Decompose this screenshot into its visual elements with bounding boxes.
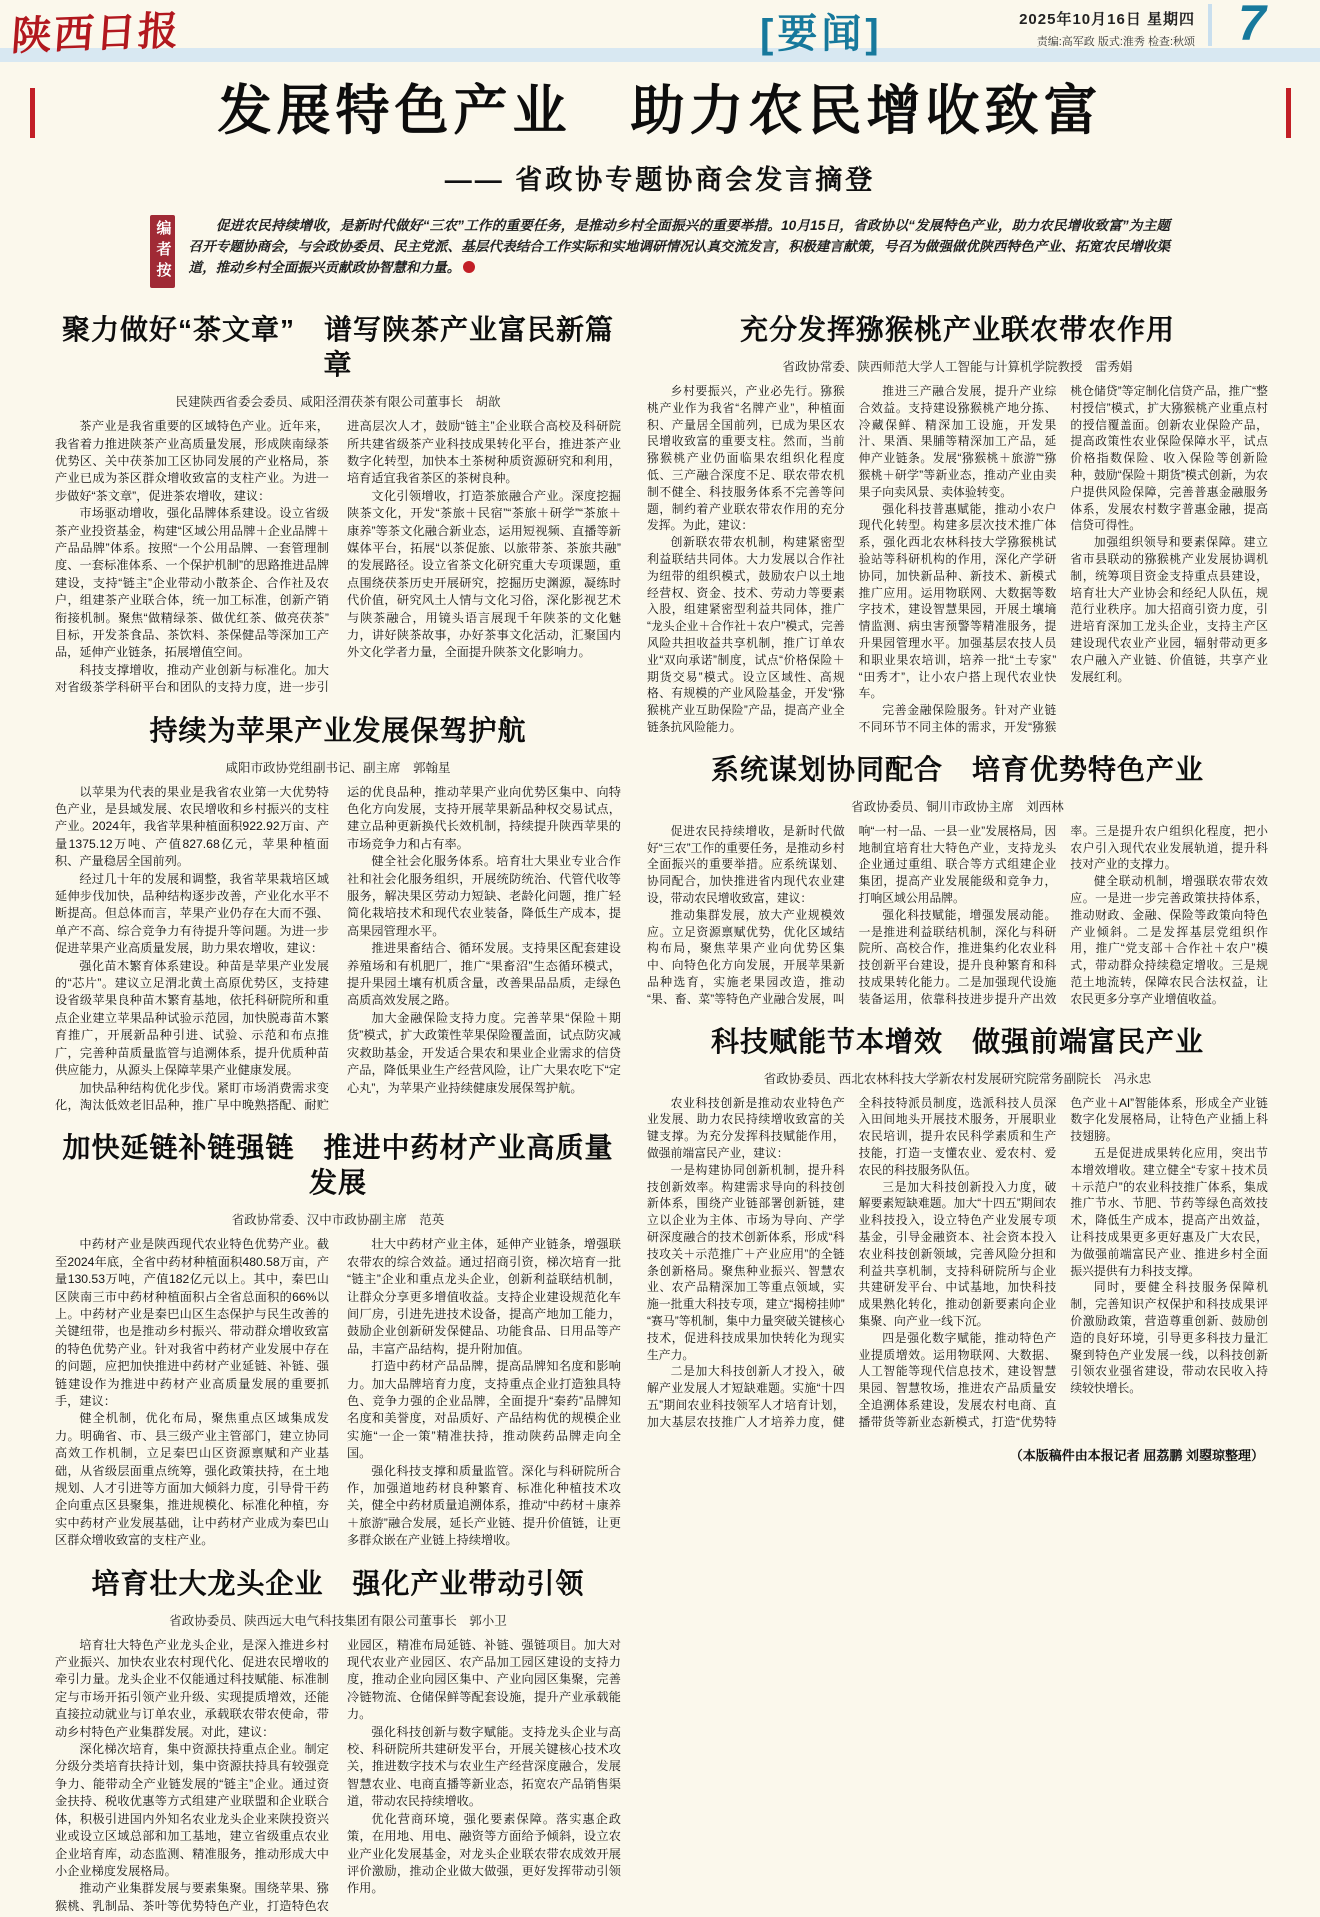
section-tag: [要闻]: [760, 12, 883, 56]
article-paragraph: 健全联动机制，增强联农带农效应。一是进一步完善政策扶持体系，推动财政、金融、保险等政策向特色产业倾斜。二是发挥基层党组织作用，推广“党支部＋合作社＋农户”模式，带动群众持续稳定增收。三是规范土地流转，保障农民合法权益，让农民更多分享产业增值收益。: [1070, 874, 1268, 1006]
article-paragraph: 创新联农带农机制，构建紧密型利益联结共同体。大力发展以合作社为纽带的组织模式，鼓励农户以土地经营权、资金、技术、劳动力等要素入股，组建紧密型利益共同体，推广“龙头企业＋合作社＋农户”模式，完善风险共担收益共享机制，推广订单农业“双向承诺”制度，试点“价格保险＋期货交易”模式。设立区域性、高规格、有规模的产业风险基金，开发“猕猴桃产业互助保险”产品，提高产业全链条抗风险能力。: [647, 535, 845, 735]
article-paragraph: 二是加大科技创新人才投入，破解产业发展人才短缺难题。实施“十四五”期间农业科技领军人才培育计划，加大基层农技推广人才培养力度，健全科技特派员制度，选派科技人员深入田间地头开展技术服务，开展职业农民培训，提升农民科学素质和生产技能，打造一支懂农业、爱农村、爱农民的科技服务队伍。: [647, 1095, 1057, 1429]
article-paragraph: 强化科技赋能，增强发展动能。一是推进利益联结机制，深化与科研院所、高校合作，推进集约化农业科技创新平台建设，提升良种繁育和科技成果转化能力。二是加强现代设施装备运用，依靠科技进步提升产出效率。三是提升农户组织化程度，把小农户引入现代农业发展轨道，提升科技对产业的支撑力。: [858, 823, 1268, 1006]
article-paragraph: 推动集群发展，放大产业规模效应。立足资源禀赋优势，优化区域结构布局，聚焦苹果产业向优势区集中、向特色化方向发展，开展苹果新品种选育，实施老果园改造，推动“果、畜、菜”等特色产业融合发展，叫响“一村一品、一县一业”发展格局，因地制宜培育壮大特色产业，支持龙头企业通过重组、联合等方式组建企业集团，提高产业发展能级和竞争力，打响区域公用品牌。: [647, 823, 1057, 1006]
article-title: 加快延链补链强链 推进中药材产业高质量发展: [62, 1132, 614, 1199]
article-paragraph: 优化营商环境，强化要素保障。落实惠企政策，在用地、用电、融资等方面给予倾斜，设立农业产业化发展基金，对龙头企业联农带农成效开展评价激励，推动企业做大做强，更好发挥带动引领作用。: [347, 1811, 621, 1896]
article-body: [647, 1095, 1268, 1431]
editor-note-badge: 编者按: [150, 215, 175, 288]
article-body: [55, 1236, 621, 1549]
editor-note-end-mark-icon: [463, 261, 475, 273]
staff-line: 责编:高军政 版式:淮秀 检查:秋颂: [1036, 36, 1195, 48]
article-paragraph: 健全社会化服务体系。培育壮大果业专业合作社和社会化服务组织，开展统防统治、代管代收等服务，解决果区劳动力短缺、老龄化问题，推广轻简化栽培技术和现代农业装备，降低生产成本，提高果园管理水平。: [347, 854, 621, 938]
article-paragraph: 强化科技普惠赋能，推动小农户现代化转型。构建多层次技术推广体系，强化西北农林科技大学猕猴桃试验站等科研机构的作用，深化产学研协同，加快新品种、新技术、新模式推广应用。运用物联网、大数据等数字技术，建设智慧果园，开展土壤墒情监测、病虫害预警等精准服务，提升果园管理水平。加强基层农技人员和职业果农培训，培养一批“土专家”“田秀才”，让小农户搭上现代农业快车。: [858, 501, 1057, 701]
article-paragraph: 市场驱动增收，强化品牌体系建设。设立省级茶产业投资基金，构建“区域公用品牌＋企业品牌＋产品品牌”体系。按照“一个公用品牌、一套管理制度、一套标准体系、一个保护机制”的思路推进品牌建设，支持“链主”企业带动小散茶企、合作社及农户，组建茶产业联合体，统一加工标准，创新产销衔接机制。聚焦“做精绿茶、做优红茶、做亮茯茶”目标，开发茶食品、茶饮料、茶保健品等深加工产品，延伸产业链条，拓展增值空间。: [55, 506, 329, 660]
article-enterprises: [55, 1566, 621, 1916]
lead-headline: 发展特色产业 助力农民增收致富: [217, 81, 1103, 141]
left-edge-mark: [30, 88, 35, 138]
article-paragraph: 加强组织领导和要素保障。建立省市县联动的猕猴桃产业发展协调机制，统筹项目资金支持重点县建设，培育壮大产业协会和经纪人队伍，规范行业秩序。加大招商引资力度，引进培育深加工龙头企业，支持主产区建设现代农业产业园，辐射带动更多农户融入产业链、价值链，共享产业发展红利。: [1070, 535, 1268, 684]
article-paragraph: 强化科技创新与数字赋能。支持龙头企业与高校、科研院所共建研发平台，开展关键核心技术攻关，推进数字技术与农业生产经营深度融合，发展智慧农业、电商直播等新业态，拓宽农产品销售渠道，带动农民持续增收。: [347, 1724, 621, 1809]
article-body: [55, 418, 621, 697]
editor-note-text: [189, 215, 1171, 278]
article-title: 充分发挥猕猴桃产业联农带农作用: [739, 314, 1175, 346]
article-paragraph: 科技支撑增收，推动产业创新与标准化。加大对省级茶学科研平台和团队的支持力度，进一步引进高层次人才，鼓励“链主”企业联合高校及科研院所共建省级茶产业科技成果转化平台，推进茶产业数字化转型，加快本土茶树种质资源研究和利用，培育适宜我省茶区的茶树良种。: [55, 419, 621, 695]
article-paragraph: 加快品种结构优化步伐。紧盯市场消费需求变化，淘汰低效老旧品种，推广早中晚熟搭配、耐贮运的优良品种，推动苹果产业向优势区集中、向特色化方向发展，支持开展苹果新品种权交易试点，建立品种更新换代长效机制，持续提升陕西苹果的市场竞争力和占有率。: [55, 784, 621, 1112]
article-byline: 省政协委员、西北农林科技大学新农村发展研究院常务副院长 冯永忠: [763, 1071, 1152, 1086]
article-byline: 省政协常委、陕西师范大学人工智能与计算机学院教授 雷秀娟: [782, 360, 1133, 375]
article-paragraph: 三是加大科技创新投入力度，破解要素短缺难题。加大“十四五”期间农业科技投入，设立特色产业发展专项基金，引导金融资本、社会资本投入农业科技创新领域，完善风险分担和利益共享机制，支持科研院所与企业共建研发平台、中试基地，加快科技成果熟化转化，推动创新要素向企业集聚、向产业一线下沉。: [858, 1179, 1057, 1328]
article-paragraph: 强化科技支撑和质量监管。深化与科研院所合作，加强道地药材良种繁育、标准化种植技术攻关，健全中药材质量追溯体系，推动“中药材＋康养＋旅游”融合发展，延长产业链、提升价值链，让更多群众嵌在产业链上持续增收。: [347, 1463, 621, 1548]
article-paragraph: 打造中药材产品品牌，提高品牌知名度和影响力。加大品牌培育力度，支持重点企业打造独具特色、竞争力强的企业品牌，全面提升“秦药”品牌知名度和美誉度，对品质好、产品结构优的规模企业实施“一企一策”精准扶持，推动陕药品牌走向全国。: [347, 1359, 621, 1461]
article-title: 培育壮大龙头企业 强化产业带动引领: [91, 1567, 585, 1599]
page-header: [0, 0, 1320, 59]
article-coordination: [647, 752, 1268, 1008]
editor-note-body: 促进农民持续增收，是新时代做好“三农”工作的重要任务，是推动乡村全面振兴的重要举措。10月15日，省政协以“发展特色产业，助力农民增收致富”为主题召开专题协商会，与会政协委员、民主党派、基层代表结合工作实际和实地调研情况认真交流发言，积极建言献策，号召为做强做优陕西特色产业、拓宽农民增收渠道，推动乡村全面振兴贡献政协智慧和力量。: [188, 218, 1170, 276]
article-paragraph: 推进三产融合发展，提升产业综合效益。支持建设猕猴桃产地分拣、冷藏保鲜、精深加工设施，开发果汁、果酒、果脯等精深加工产品，延伸产业链条。发展“猕猴桃＋旅游”“猕猴桃＋研学”等新业态，推动产业由卖果子向卖风景、卖体验转变。: [858, 384, 1057, 499]
article-paragraph: 四是强化数字赋能，推动特色产业提质增效。运用物联网、大数据、人工智能等现代信息技术，建设智慧果园、智慧牧场，推进农产品质量安全追溯体系建设，发展农村电商、直播带货等新业态新模式，打造“优势特色产业＋AI”智能体系，形成全产业链数字化发展格局，让特色产业插上科技翅膀。: [858, 1095, 1268, 1429]
right-edge-mark: [1286, 88, 1291, 138]
article-paragraph: 完善金融保险服务。针对产业链不同环节不同主体的需求，开发“猕猴桃仓储贷”等定制化信贷产品，推广“整村授信”模式，扩大猕猴桃产业重点村的授信覆盖面。创新农业保险产品，提高政策性农业保险保障水平，试点价格指数保险、收入保险等创新险种，鼓励“保险＋期货”模式创新，为农户提供风险保障，完善普惠金融服务体系，发展农村数字普惠金融，提高信贷可得性。: [858, 384, 1268, 735]
article-apple: [55, 713, 621, 1115]
editor-note: [150, 215, 1170, 288]
article-paragraph: 五是促进成果转化应用，突出节本增效增收。建立健全“专家＋技术员＋示范户”的农业科技推广体系，集成推广节水、节肥、节药等绿色高效技术，降低生产成本，提高产出效益，让科技成果更多更好惠及广大农民，为做强前端富民产业、推进乡村全面振兴提供有力科技支撑。: [1070, 1145, 1268, 1278]
article-paragraph: 推动产业集群发展与要素集聚。围绕苹果、猕猴桃、乳制品、茶叶等优势特色产业，打造特色农业园区，精准布局延链、补链、强链项目。加大对现代农业产业园区、农产品加工园区建设的支持力度，推动企业向园区集中、产业向园区集聚，完善冷链物流、仓储保鲜等配套设施，提升产业承载能力。: [55, 1637, 621, 1913]
article-kiwi: [647, 312, 1268, 736]
article-herbs: [55, 1130, 621, 1549]
article-paragraph: 壮大中药材产业主体，延伸产业链条，增强联农带农的综合效益。通过招商引资，梯次培育一批“链主”企业和重点龙头企业，创新利益联结机制，让群众分享更多增值收益。支持企业建设规范化车间厂房，引进先进技术设备，提高产地加工能力，鼓励企业创新研发保健品、功能食品、日用品等产品，丰富产品结构，提升附加值。: [347, 1237, 621, 1356]
date-line: 2025年10月16日 星期四: [1019, 11, 1195, 28]
article-paragraph: 经过几十年的发展和调整，我省苹果栽培区域延伸步伐加快，品种结构逐步改善，产业化水平不断提高。但总体而言，苹果产业仍存在大而不强、单产不高、综合竞争力有待提升等问题。为进一步促进苹果产业高质量发展，助力果农增收，建议：: [55, 871, 329, 956]
article-paragraph: 以苹果为代表的果业是我省农业第一大优势特色产业，是县域发展、农民增收和乡村振兴的支柱产业。2024年，我省苹果种植面积922.92万亩、产量1375.12万吨、产值827.68亿元，苹果种植面积、产量稳居全国前列。: [55, 784, 329, 869]
article-paragraph: 强化苗木繁育体系建设。种苗是苹果产业发展的“芯片”。建议立足渭北黄土高原优势区，支持建设省级苹果良种苗木繁育基地，依托科研院所和重点企业建立苹果品种试验示范园，加快脱毒苗木繁育推广，开展新品种引进、试验、示范和布点推广，完善种苗质量监管与追溯体系，提升优质种苗供应能力，从源头上保障苹果产业健康发展。: [55, 958, 329, 1078]
article-paragraph: 文化引领增收，打造茶旅融合产业。深度挖掘陕茶文化，开发“茶旅＋民宿”“茶旅＋研学”“茶旅＋康养”等茶文化融合新业态，运用短视频、直播等新媒体平台，拓展“以茶促旅、以旅带茶、茶旅共融”的发展路径。设立省茶文化研究重大专项课题，重点围绕茯茶历史开展研究，挖掘历史渊源，凝练时代价值，研究风土人情与文化习俗，深化影视艺术与陕茶融合，用镜头语言展现千年陕茶的文化魅力，讲好陕茶故事，办好茶事文化活动，汇聚国内外文化学者力量，全面提升陕茶文化影响力。: [347, 488, 621, 660]
header-divider: [1208, 4, 1212, 46]
page-main: [0, 80, 1320, 1915]
article-paragraph: 健全机制，优化布局，聚焦重点区域集成发力。明确省、市、县三级产业主管部门，建立协同高效工作机制，立足秦巴山区资源禀赋和产业基础，从省级层面重点统筹，强化政策扶持，在土地规划、人才引进等方面加大倾斜力度，引导骨干药企向重点区县聚集，推进规模化、标准化种植，夯实中药材产业发展基础，让中药材产业成为秦巴山区群众增收致富的支柱产业。: [55, 1411, 329, 1548]
article-byline: 省政协常委、汉中市政协副主席 范英: [231, 1213, 445, 1228]
article-body: [647, 823, 1268, 1008]
article-paragraph: 一是构建协同创新机制，提升科技创新效率。构建需求导向的科技创新体系，围绕产业链部署创新链，建立以企业为主体、市场为导向、产学研深度融合的技术创新体系，形成“科技攻关＋示范推广＋产业应用”的全链条创新格局。聚焦种业振兴、智慧农业、农产品精深加工等重点领域，实施一批重大科技专项，建立“揭榜挂帅”“赛马”等机制，集中力量突破关键核心技术，促进科技成果加快转化为现实生产力。: [647, 1162, 845, 1362]
masthead-logo: 陕西日报: [9, 9, 182, 59]
article-paragraph: 乡村要振兴，产业必先行。猕猴桃产业作为我省“名牌产业”，种植面积、产量居全国前列，已成为果区农民增收致富的重要支柱。然而，当前猕猴桃产业仍面临果农组织化程度低、三产融合深度不足、联农带农机制不健全、科技服务体系不完善等问题，制约着产业联农带农作用的充分发挥。为此，建议：: [647, 384, 845, 533]
article-byline: 民建陕西省委会委员、咸阳泾渭茯茶有限公司董事长 胡歆: [175, 395, 501, 410]
article-paragraph: 中药材产业是陕西现代农业特色优势产业。截至2024年底，全省中药材种植面积480.58万亩，产量130.53万吨，产值182亿元以上。其中，秦巴山区陕南三市中药材种植面积占全省总面积的66%以上。中药材产业是秦巴山区生态保护与民生改善的关键纽带，也是推动乡村振兴、带动群众增收致富的特色优势产业。针对我省中药材产业发展中存在的问题，应把加快推进中药材产业延链、补链、强链建设作为推进中药材产业高质量发展的重要抓手，建议：: [55, 1237, 329, 1408]
article-body: [55, 784, 621, 1115]
left-column: [55, 296, 621, 1915]
article-title: 聚力做好“茶文章” 谱写陕茶产业富民新篇章: [61, 314, 614, 381]
article-body: [647, 383, 1268, 736]
article-paragraph: 促进农民持续增收，是新时代做好“三农”工作的重要任务，是推动乡村全面振兴的重要举措。应系统谋划、协同配合，加快推进省内现代农业建设，带动农民增收致富，建议：: [647, 823, 845, 906]
article-paragraph: 推进果畜结合、循环发展。支持果区配套建设养殖场和有机肥厂，推广“果畜沼”生态循环模式，提升果园土壤有机质含量，改善果品品质，走绿色高质高效发展之路。: [347, 941, 621, 1008]
article-technology: [647, 1024, 1268, 1431]
lead-subheadline: —— 省政协专题协商会发言摘登: [444, 165, 876, 196]
article-title: 系统谋划协同配合 培育优势特色产业: [710, 753, 1204, 785]
article-paragraph: 同时，要健全科技服务保障机制，完善知识产权保护和科技成果评价激励政策，营造尊重创新、鼓励创造的良好环境，引导更多科技力量汇聚到特色产业发展一线，以科技创新引领农业强省建设，带动农民收入持续较快增长。: [1070, 1280, 1268, 1396]
article-body: [55, 1637, 621, 1916]
article-paragraph: 深化梯次培育，集中资源扶持重点企业。制定分级分类培育扶持计划，集中资源扶持具有较强竞争力、能带动全产业链发展的“链主”企业。通过资金扶持、税收优惠等方式组建产业联盟和企业联合体，积极引进国内外知名农业龙头企业来陕投资兴业或设立区域总部和加工基地，建立省级重点农业企业培育库，动态监测、精准服务，推动形成大中小企业梯度发展格局。: [55, 1742, 329, 1878]
article-tea: [55, 312, 621, 697]
page-credit: （本版稿件由本报记者 屈荔鹏 刘曌琼整理）: [1009, 1447, 1264, 1463]
right-column: [647, 296, 1268, 1915]
date-block: [945, 8, 1195, 49]
content-columns: [55, 296, 1268, 1915]
page-number: 7: [1238, 0, 1266, 51]
article-paragraph: 农业科技创新是推动农业特色产业发展、助力农民持续增收致富的关键支撑。为充分发挥科技赋能作用，做强前端富民产业，建议：: [647, 1095, 845, 1160]
article-byline: 省政协委员、铜川市政协主席 刘西林: [851, 799, 1064, 814]
article-title: 科技赋能节本增效 做强前端富民产业: [710, 1025, 1204, 1057]
header-band: [0, 48, 1320, 62]
article-paragraph: 培育壮大特色产业龙头企业，是深入推进乡村产业振兴、加快农业农村现代化、促进农民增收的牵引力量。龙头企业不仅能通过科技赋能、标准制定与市场开拓引领产业升级、实现提质增效，还能直接拉动就业与订单农业，承载联农带农使命，带动乡村特色产业集群发展。对此，建议：: [55, 1637, 329, 1739]
article-title: 持续为苹果产业发展保驾护航: [149, 714, 527, 746]
article-paragraph: 茶产业是我省重要的区域特色产业。近年来，我省着力推进陕茶产业高质量发展，形成陕南绿茶优势区、关中茯茶加工区协同发展的产业格局，茶产业已成为茶区群众增收致富的支柱产业。为进一步做好“茶文章”，促进茶农增收，建议：: [55, 419, 329, 503]
article-byline: 省政协委员、陕西远大电气科技集团有限公司董事长 郭小卫: [169, 1613, 507, 1628]
article-paragraph: 加大金融保险支持力度。完善苹果“保险＋期货”模式，扩大政策性苹果保险覆盖面，试点防灾减灾救助基金，开发适合果农和果业企业需求的信贷产品，降低果业生产经营风险，让广大果农吃下“定心丸”，为苹果产业持续健康发展保驾护航。: [347, 1010, 621, 1095]
article-byline: 咸阳市政协党组副书记、副主席 郭翰星: [225, 760, 451, 775]
